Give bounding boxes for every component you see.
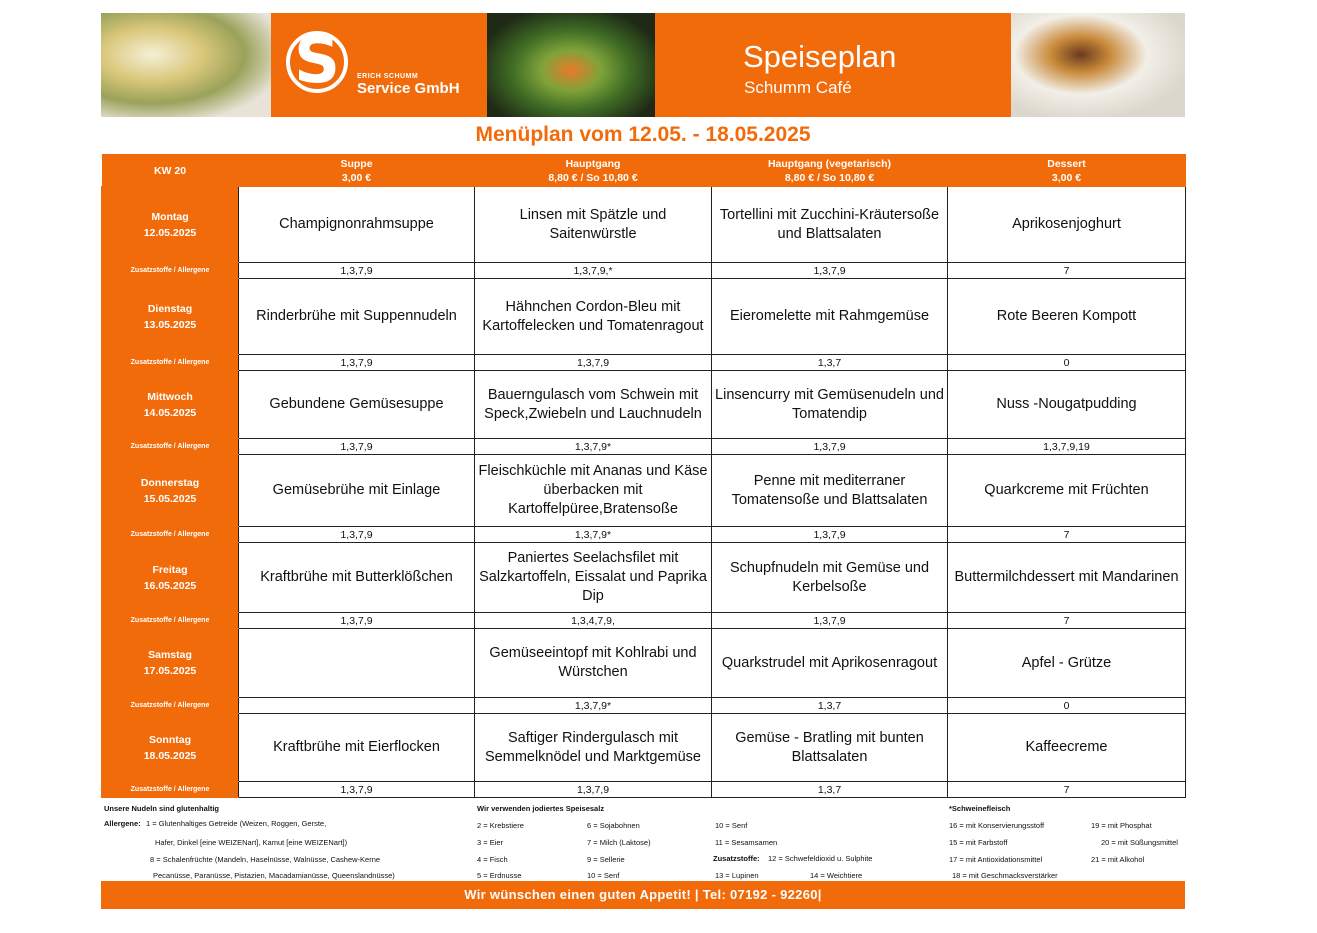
allergen-codes-vegetarisch: 1,3,7 (712, 782, 948, 798)
allergen-row (102, 263, 1186, 279)
allergen-8b: Pecanüsse, Paranüsse, Pistazien, Macadamianüsse, Queenslandnüsse) (153, 871, 395, 880)
day-row-freitag (102, 543, 1186, 613)
header-row (102, 155, 1186, 187)
dish-suppe: Rinderbrühe mit Suppennudeln (239, 279, 475, 355)
allergen-codes-dessert: 1,3,7,9,19 (948, 439, 1186, 455)
day-label (102, 543, 239, 613)
dish-dessert: Kaffeecreme (948, 714, 1186, 782)
allergen-row (102, 782, 1186, 798)
dish-suppe: Champignonrahmsuppe (239, 187, 475, 263)
allergen-label: Zusatzstoffe / Allergene (102, 263, 239, 279)
day-name: Mittwoch (147, 390, 193, 403)
allergen-label: Zusatzstoffe / Allergene (102, 698, 239, 714)
allergen-11: 11 = Sesamsamen (715, 838, 778, 847)
zusatz-19: 19 = mit Phosphat (1091, 821, 1152, 830)
allergen-codes-vegetarisch: 1,3,7,9 (712, 439, 948, 455)
day-date: 12.05.2025 (143, 226, 197, 239)
dish-dessert: Quarkcreme mit Früchten (948, 455, 1186, 527)
day-row-donnerstag (102, 455, 1186, 527)
food-photo-meatballs (1011, 13, 1185, 117)
day-date: 14.05.2025 (143, 406, 197, 419)
header-banner (101, 13, 1185, 117)
page-subtitle: Schumm Café (744, 78, 852, 97)
menu-table (101, 154, 1186, 798)
allergen-3: 3 = Eier (477, 838, 504, 847)
zusatz-17: 17 = mit Antioxidationsmittel (949, 855, 1043, 864)
allergen-codes-dessert: 0 (948, 355, 1186, 371)
company-logo (271, 13, 487, 117)
allergen-codes-suppe: 1,3,7,9 (239, 527, 475, 543)
dish-vegetarisch: Linsencurry mit Gemüsenudeln und Tomatendip (712, 371, 948, 439)
zusatz-18: 18 = mit Geschmacksverstärker (952, 871, 1058, 880)
zusatz-12: 12 = Schwefeldioxid u. Sulphite (768, 854, 873, 863)
day-label (102, 629, 239, 698)
day-date: 16.05.2025 (143, 579, 197, 592)
footer-legend (101, 802, 1185, 880)
allergen-label: Zusatzstoffe / Allergene (102, 782, 239, 798)
day-row-sonntag (102, 714, 1186, 782)
zusatz-20: 20 = mit Süßungsmittel (1101, 838, 1178, 847)
allergen-codes-hauptgang: 1,3,7,9* (475, 527, 712, 543)
allergen-1b: Hafer, Dinkel [eine WEIZENart], Kamut [eine WEIZENart]) (155, 838, 348, 847)
dish-hauptgang: Gemüseeintopf mit Kohlrabi und Würstchen (475, 629, 712, 698)
allergen-6: 6 = Sojabohnen (587, 821, 640, 830)
day-name: Donnerstag (140, 476, 200, 489)
jodsalz-note: Wir verwenden jodiertes Speisesalz (477, 804, 605, 813)
dish-vegetarisch: Schupfnudeln mit Gemüse und Kerbelsoße (712, 543, 948, 613)
dish-suppe: Gemüsebrühe mit Einlage (239, 455, 475, 527)
day-name: Dienstag (147, 302, 193, 315)
allergen-codes-vegetarisch: 1,3,7,9 (712, 613, 948, 629)
allergen-codes-hauptgang: 1,3,4,7,9, (475, 613, 712, 629)
allergen-codes-dessert: 7 (948, 263, 1186, 279)
food-photo-pasta (101, 13, 271, 117)
allergen-row (102, 355, 1186, 371)
allergen-label: Zusatzstoffe / Allergene (102, 613, 239, 629)
allergen-codes-vegetarisch: 1,3,7,9 (712, 527, 948, 543)
dish-vegetarisch: Penne mit mediterraner Tomatensoße und Blattsalaten (712, 455, 948, 527)
day-row-samstag (102, 629, 1186, 698)
day-label (102, 455, 239, 527)
allergen-codes-suppe (239, 698, 475, 714)
day-date: 13.05.2025 (143, 318, 197, 331)
allergen-row (102, 698, 1186, 714)
dish-hauptgang: Hähnchen Cordon-Bleu mit Kartoffelecken und Tomatenragout (475, 279, 712, 355)
column-name: Suppe (340, 157, 373, 170)
allergen-10: 10 = Senf (715, 821, 748, 830)
day-label (102, 371, 239, 439)
day-date: 15.05.2025 (143, 492, 197, 505)
column-header-suppe (239, 155, 475, 187)
column-name: Hauptgang (565, 157, 621, 170)
column-header-hauptgang (475, 155, 712, 187)
logo-company-name: Service GmbH (357, 80, 460, 97)
menu-date-range: Menüplan vom 12.05. - 18.05.2025 (475, 123, 811, 146)
allergen-9: 9 = Sellerie (587, 855, 625, 864)
dish-vegetarisch: Eieromelette mit Rahmgemüse (712, 279, 948, 355)
logo-small-text: ERICH SCHUMM (357, 73, 419, 80)
allergen-codes-hauptgang: 1,3,7,9 (475, 782, 712, 798)
day-row-montag (102, 187, 1186, 263)
allergene-label: Allergene: (104, 819, 141, 828)
dish-vegetarisch: Quarkstrudel mit Aprikosenragout (712, 629, 948, 698)
zusatz-14: 14 = Weichtiere (810, 871, 863, 880)
day-label (102, 714, 239, 782)
column-header-dessert (948, 155, 1186, 187)
column-name: Hauptgang (vegetarisch) (767, 157, 892, 170)
allergen-codes-hauptgang: 1,3,7,9* (475, 698, 712, 714)
column-header-vegetarisch (712, 155, 948, 187)
day-name: Freitag (152, 563, 188, 576)
column-price: 8,80 € / So 10,80 € (548, 171, 638, 184)
column-price: 3,00 € (341, 171, 372, 184)
zusatz-21: 21 = mit Alkohol (1091, 855, 1145, 864)
allergen-row (102, 527, 1186, 543)
dish-vegetarisch: Gemüse - Bratling mit bunten Blattsalaten (712, 714, 948, 782)
day-row-mittwoch (102, 371, 1186, 439)
dish-dessert: Nuss -Nougatpudding (948, 371, 1186, 439)
dish-hauptgang: Linsen mit Spätzle und Saitenwürstle (475, 187, 712, 263)
allergen-codes-vegetarisch: 1,3,7 (712, 355, 948, 371)
allergen-codes-suppe: 1,3,7,9 (239, 782, 475, 798)
schweinefleisch-note: *Schweinefleisch (949, 804, 1011, 813)
allergen-codes-suppe: 1,3,7,9 (239, 613, 475, 629)
title-block (655, 13, 1011, 117)
allergen-8a: 8 = Schalenfrüchte (Mandeln, Haselnüsse, Walnüsse, Cashew-Kerne (150, 855, 381, 864)
zusatz-13: 13 = Lupinen (715, 871, 759, 880)
dish-suppe (239, 629, 475, 698)
dish-suppe: Kraftbrühe mit Eierflocken (239, 714, 475, 782)
allergen-label: Zusatzstoffe / Allergene (102, 439, 239, 455)
allergen-4: 4 = Fisch (477, 855, 508, 864)
dish-suppe: Kraftbrühe mit Butterklößchen (239, 543, 475, 613)
zusatzstoffe-label: Zusatzstoffe: (713, 854, 760, 863)
allergen-label: Zusatzstoffe / Allergene (102, 355, 239, 371)
column-name: Dessert (1047, 157, 1086, 170)
dish-hauptgang: Fleischküchle mit Ananas und Käse überbacken mit Kartoffelpüree,Bratensoße (475, 455, 712, 527)
food-photo-salad (487, 13, 655, 117)
allergen-codes-dessert: 7 (948, 527, 1186, 543)
day-label (102, 279, 239, 355)
zusatz-15: 15 = mit Farbstoff (949, 838, 1008, 847)
allergen-1a: 1 = Glutenhaltiges Getreide (Weizen, Roggen, Gerste, (146, 819, 327, 828)
allergen-codes-hauptgang: 1,3,7,9 (475, 355, 712, 371)
week-number: KW 20 (102, 155, 239, 187)
day-date: 17.05.2025 (143, 665, 197, 677)
allergen-10b: 10 = Senf (587, 871, 620, 880)
allergen-codes-vegetarisch: 1,3,7,9 (712, 263, 948, 279)
allergen-codes-dessert: 0 (948, 698, 1186, 714)
allergen-codes-dessert: 7 (948, 782, 1186, 798)
allergen-row (102, 613, 1186, 629)
dish-vegetarisch: Tortellini mit Zucchini-Kräutersoße und Blattsalaten (712, 187, 948, 263)
day-name: Montag (151, 210, 189, 223)
nudeln-note: Unsere Nudeln sind glutenhaltig (104, 804, 220, 813)
allergen-row (102, 439, 1186, 455)
allergen-5: 5 = Erdnusse (477, 871, 522, 880)
column-price: 3,00 € (1051, 171, 1082, 184)
dish-suppe: Gebundene Gemüsesuppe (239, 371, 475, 439)
page-title: Speiseplan (743, 39, 897, 74)
day-name: Samstag (148, 649, 192, 661)
dish-dessert: Rote Beeren Kompott (948, 279, 1186, 355)
dish-dessert: Aprikosenjoghurt (948, 187, 1186, 263)
day-name: Sonntag (149, 733, 191, 746)
zusatz-16: 16 = mit Konservierungsstoff (949, 821, 1045, 830)
allergen-2: 2 = Krebstiere (477, 821, 524, 830)
day-row-dienstag (102, 279, 1186, 355)
allergen-codes-dessert: 7 (948, 613, 1186, 629)
allergen-codes-hauptgang: 1,3,7,9* (475, 439, 712, 455)
day-date: 18.05.2025 (143, 749, 197, 762)
allergen-codes-suppe: 1,3,7,9 (239, 439, 475, 455)
dish-hauptgang: Paniertes Seelachsfilet mit Salzkartoffeln, Eissalat und Paprika Dip (475, 543, 712, 613)
allergen-codes-hauptgang: 1,3,7,9,* (475, 263, 712, 279)
dish-hauptgang: Bauerngulasch vom Schwein mit Speck,Zwiebeln und Lauchnudeln (475, 371, 712, 439)
dish-dessert: Apfel - Grütze (948, 629, 1186, 698)
allergen-codes-vegetarisch: 1,3,7 (712, 698, 948, 714)
column-price: 8,80 € / So 10,80 € (784, 171, 875, 184)
allergen-label: Zusatzstoffe / Allergene (102, 527, 239, 543)
allergen-7: 7 = Milch (Laktose) (587, 838, 651, 847)
day-label (102, 187, 239, 263)
allergen-codes-suppe: 1,3,7,9 (239, 263, 475, 279)
footer-bar: Wir wünschen einen guten Appetit! | Tel: 07192 - 92260| (101, 881, 1185, 909)
logo-s-icon: S (293, 24, 341, 98)
dish-dessert: Buttermilchdessert mit Mandarinen (948, 543, 1186, 613)
dish-hauptgang: Saftiger Rindergulasch mit Semmelknödel und Marktgemüse (475, 714, 712, 782)
allergen-codes-suppe: 1,3,7,9 (239, 355, 475, 371)
